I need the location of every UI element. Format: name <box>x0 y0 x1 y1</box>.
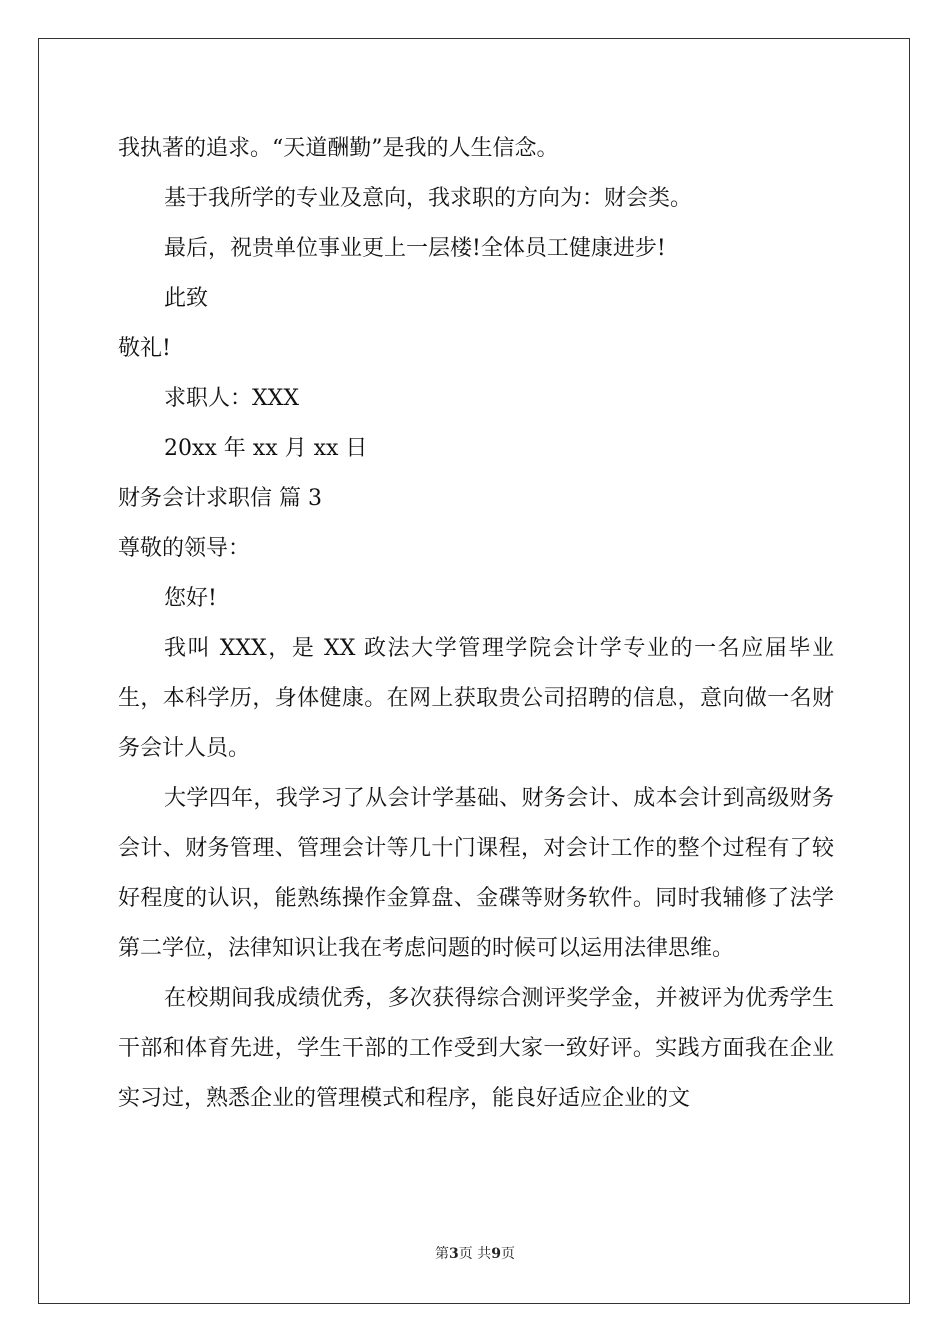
letter-date: 20xx 年 xx 月 xx 日 <box>164 436 368 461</box>
paragraph: 在校期间我成绩优秀，多次获得综合测评奖学金，并被评为优秀学生干部和体育先进，学生干部的工作受到大家一致好评。实践方面我在企业实习过，熟悉企业的管理模式和程序，能良好适应企业的文 <box>118 986 834 1111</box>
paragraph: 我叫 XXX，是 XX 政法大学管理学院会计学专业的一名应届毕业生，本科学历，身体健康。在网上获取贵公司招聘的信息，意向做一名财务会计人员。 <box>118 636 834 761</box>
applicant-name: 求职人：XXX <box>164 386 299 411</box>
closing-salutation: 此致 <box>164 286 209 311</box>
document-body <box>118 124 834 1124</box>
text-line: 基于我所学的专业及意向，我求职的方向为：财会类。 <box>164 186 693 211</box>
text-line: 我执著的追求。“天道酬勤”是我的人生信念。 <box>118 136 559 161</box>
footer-mid: 页 共 <box>458 1246 492 1262</box>
page-footer <box>0 1243 950 1263</box>
page-number: 3 <box>449 1246 459 1262</box>
footer-prefix: 第 <box>435 1246 450 1262</box>
closing-regards: 敬礼! <box>118 336 171 361</box>
footer-suffix: 页 <box>500 1246 515 1262</box>
greeting: 尊敬的领导： <box>118 536 251 561</box>
text-line: 最后，祝贵单位事业更上一层楼!全体员工健康进步! <box>164 236 666 261</box>
greeting-hello: 您好! <box>164 586 217 611</box>
paragraph: 大学四年，我学习了从会计学基础、财务会计、成本会计到高级财务会计、财务管理、管理会计等几十门课程，对会计工作的整个过程有了较好程度的认识，能熟练操作金算盘、金碟等财务软件。同时我辅修了法学第二学位，法律知识让我在考虑问题的时候可以运用法律思维。 <box>118 786 834 961</box>
section-heading: 财务会计求职信 篇 3 <box>118 486 322 511</box>
total-pages: 9 <box>491 1246 501 1262</box>
